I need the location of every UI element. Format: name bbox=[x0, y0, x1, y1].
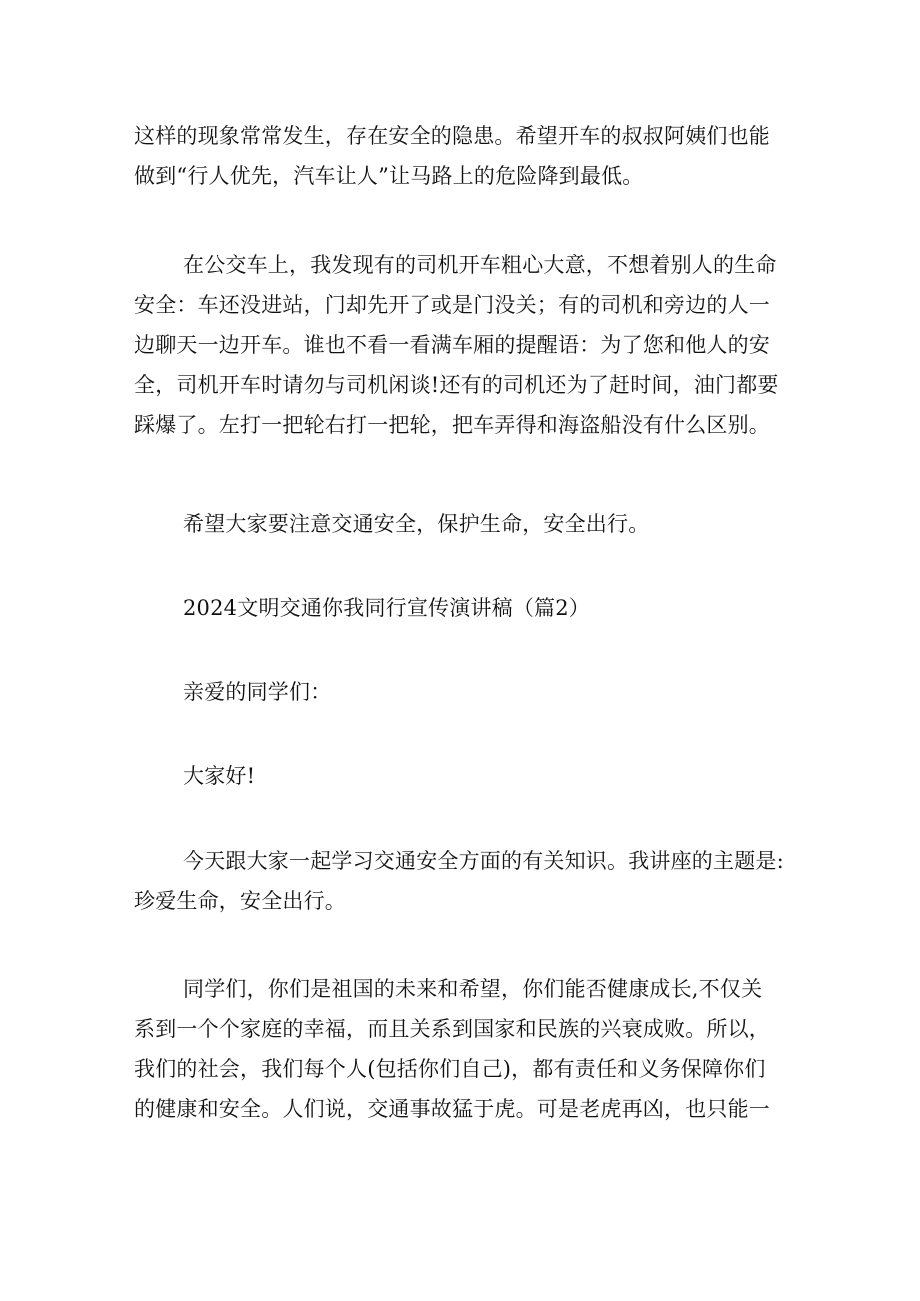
paragraph-line: 系到一个个家庭的幸福，而且关系到国家和民族的兴衰成败。所以， bbox=[134, 1017, 770, 1041]
paragraph-line: 同学们，你们是祖国的未来和希望，你们能否健康成长,不仅关 bbox=[183, 977, 763, 1001]
paragraph-line: 珍爱生命，安全出行。 bbox=[134, 889, 346, 913]
paragraph-line: 安全：车还没进站，门却先开了或是门没关；有的司机和旁边的人一 bbox=[134, 293, 770, 317]
paragraph-line: 踩爆了。左打一把轮右打一把轮，把车弄得和海盗船没有什么区别。 bbox=[134, 413, 770, 437]
paragraph-line: 全，司机开车时请勿与司机闲谈!还有的司机还为了赶时间，油门都要 bbox=[134, 373, 779, 397]
paragraph-line: 边聊天一边开车。谁也不看一看满车厢的提醒语：为了您和他人的安 bbox=[134, 333, 770, 357]
paragraph-line: 今天跟大家一起学习交通安全方面的有关知识。我讲座的主题是: bbox=[183, 849, 784, 873]
paragraph-line: 的健康和安全。人们说，交通事故猛于虎。可是老虎再凶，也只能一 bbox=[134, 1097, 770, 1121]
paragraph-line: 我们的社会，我们每个人(包括你们自己)，都有责任和义务保障你们 bbox=[134, 1057, 766, 1081]
paragraph-safety-wish bbox=[134, 504, 794, 544]
paragraph-students-future bbox=[134, 969, 794, 1129]
paragraph-line: 在公交车上，我发现有的司机开车粗心大意，不想着别人的生命 bbox=[183, 253, 777, 277]
paragraph-pedestrian-priority bbox=[134, 116, 794, 196]
paragraph-topic bbox=[134, 841, 794, 921]
paragraph-line: 这样的现象常常发生，存在安全的隐患。希望开车的叔叔阿姨们也能 bbox=[134, 124, 770, 148]
paragraph-salutation bbox=[134, 672, 794, 712]
paragraph-line: 亲爱的同学们： bbox=[183, 680, 332, 704]
paragraph-greeting bbox=[134, 756, 794, 796]
heading-line: 2024文明交通你我同行宣传演讲稿（篇2） bbox=[183, 596, 591, 620]
section-heading bbox=[134, 588, 794, 628]
paragraph-line: 希望大家要注意交通安全，保护生命，安全出行。 bbox=[183, 512, 650, 536]
paragraph-line: 做到“行人优先，汽车让人”让马路上的危险降到最低。 bbox=[134, 164, 644, 188]
paragraph-line: 大家好! bbox=[183, 764, 256, 788]
paragraph-bus-drivers bbox=[134, 245, 794, 445]
